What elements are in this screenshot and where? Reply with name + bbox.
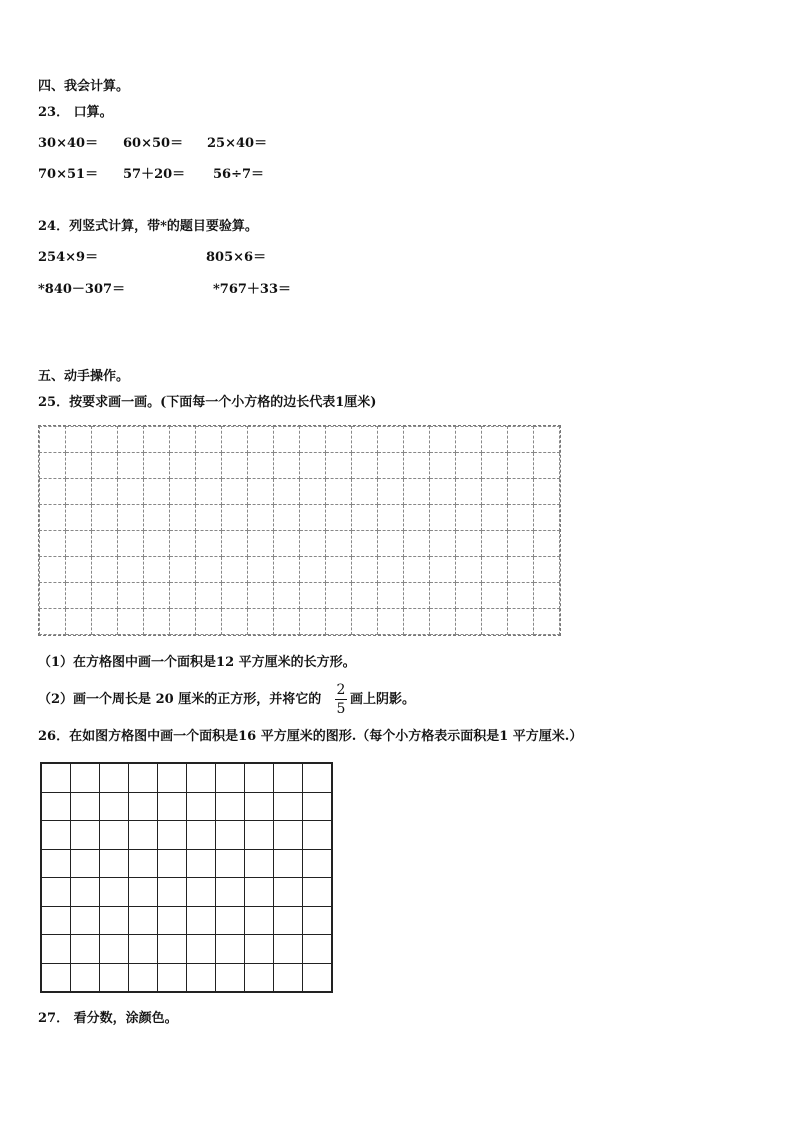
grid-cell[interactable] — [187, 792, 216, 821]
grid-cell[interactable] — [456, 531, 482, 557]
grid-cell[interactable] — [71, 849, 100, 878]
grid-cell[interactable] — [303, 821, 332, 850]
grid-cell[interactable] — [170, 479, 196, 505]
grid-cell[interactable] — [378, 583, 404, 609]
grid-cell[interactable] — [352, 453, 378, 479]
grid-cell[interactable] — [404, 531, 430, 557]
grid-cell[interactable] — [196, 427, 222, 453]
grid-cell[interactable] — [274, 935, 303, 964]
grid-cell[interactable] — [196, 453, 222, 479]
grid-cell[interactable] — [300, 427, 326, 453]
grid-cell[interactable] — [66, 609, 92, 635]
grid-cell[interactable] — [42, 878, 71, 907]
grid-cell[interactable] — [92, 557, 118, 583]
grid-cell[interactable] — [118, 583, 144, 609]
grid-cell[interactable] — [248, 583, 274, 609]
grid-cell[interactable] — [326, 427, 352, 453]
q25-sub2-after: 画上阴影。 — [350, 692, 416, 707]
grid-cell[interactable] — [300, 557, 326, 583]
grid-cell[interactable] — [534, 531, 560, 557]
grid-cell[interactable] — [404, 557, 430, 583]
grid-cell[interactable] — [158, 764, 187, 793]
grid-cell[interactable] — [300, 583, 326, 609]
grid-cell[interactable] — [326, 609, 352, 635]
grid-cell[interactable] — [216, 849, 245, 878]
grid-cell[interactable] — [303, 935, 332, 964]
grid-cell[interactable] — [404, 479, 430, 505]
grid-cell[interactable] — [303, 792, 332, 821]
grid-cell[interactable] — [482, 479, 508, 505]
grid-cell[interactable] — [216, 764, 245, 793]
grid-cell[interactable] — [92, 479, 118, 505]
grid-cell[interactable] — [248, 557, 274, 583]
grid-cell[interactable] — [222, 609, 248, 635]
grid-cell[interactable] — [430, 531, 456, 557]
grid-cell[interactable] — [303, 906, 332, 935]
grid-cell[interactable] — [170, 583, 196, 609]
grid-cell[interactable] — [534, 557, 560, 583]
grid-cell[interactable] — [430, 505, 456, 531]
grid-cell[interactable] — [196, 557, 222, 583]
grid-cell[interactable] — [158, 849, 187, 878]
grid-cell[interactable] — [534, 453, 560, 479]
grid-cell[interactable] — [274, 821, 303, 850]
grid-cell[interactable] — [187, 764, 216, 793]
q24-item: 805×6＝ — [206, 250, 267, 265]
grid-cell[interactable] — [66, 505, 92, 531]
grid-cell[interactable] — [326, 479, 352, 505]
grid-cell[interactable] — [129, 963, 158, 992]
grid-cell[interactable] — [274, 479, 300, 505]
grid-cell[interactable] — [430, 557, 456, 583]
grid-cell[interactable] — [66, 479, 92, 505]
grid-cell[interactable] — [456, 479, 482, 505]
grid-cell[interactable] — [40, 531, 66, 557]
grid-cell[interactable] — [508, 609, 534, 635]
grid-cell[interactable] — [303, 878, 332, 907]
grid-cell[interactable] — [508, 505, 534, 531]
grid-cell[interactable] — [508, 427, 534, 453]
grid-cell[interactable] — [326, 453, 352, 479]
grid-cell[interactable] — [170, 505, 196, 531]
grid-cell[interactable] — [245, 821, 274, 850]
grid-cell[interactable] — [248, 531, 274, 557]
grid-cell[interactable] — [404, 583, 430, 609]
grid-cell[interactable] — [196, 583, 222, 609]
grid-cell[interactable] — [245, 935, 274, 964]
grid-cell[interactable] — [430, 583, 456, 609]
grid-cell[interactable] — [92, 609, 118, 635]
grid-cell[interactable] — [378, 505, 404, 531]
grid-cell[interactable] — [129, 906, 158, 935]
grid-cell[interactable] — [216, 906, 245, 935]
fraction-bar — [335, 699, 347, 700]
grid-cell[interactable] — [187, 906, 216, 935]
grid-cell[interactable] — [508, 583, 534, 609]
grid-cell[interactable] — [245, 963, 274, 992]
grid-cell[interactable] — [216, 821, 245, 850]
grid-cell[interactable] — [40, 583, 66, 609]
grid-cell[interactable] — [170, 557, 196, 583]
grid-cell[interactable] — [456, 583, 482, 609]
fraction-denominator: 5 — [336, 701, 346, 717]
grid-cell[interactable] — [71, 935, 100, 964]
grid-cell[interactable] — [118, 453, 144, 479]
q25-dashed-grid[interactable] — [38, 425, 561, 636]
grid-cell[interactable] — [92, 427, 118, 453]
grid-cell[interactable] — [71, 792, 100, 821]
grid-cell[interactable] — [404, 609, 430, 635]
grid-cell[interactable] — [430, 427, 456, 453]
grid-cell[interactable] — [92, 583, 118, 609]
q27-label: 27． 看分数，涂颜色。 — [38, 1011, 178, 1026]
grid-cell[interactable] — [222, 453, 248, 479]
grid-cell[interactable] — [100, 906, 129, 935]
grid-cell[interactable] — [534, 479, 560, 505]
grid-cell[interactable] — [326, 505, 352, 531]
grid-cell[interactable] — [42, 764, 71, 793]
grid-cell[interactable] — [170, 609, 196, 635]
grid-cell[interactable] — [534, 427, 560, 453]
grid-cell[interactable] — [245, 906, 274, 935]
q26-grid[interactable] — [40, 762, 333, 993]
grid-cell[interactable] — [40, 505, 66, 531]
grid-cell[interactable] — [71, 963, 100, 992]
grid-cell[interactable] — [158, 821, 187, 850]
grid-cell[interactable] — [144, 557, 170, 583]
grid-cell[interactable] — [300, 505, 326, 531]
q23-item: 30×40＝ — [38, 136, 99, 151]
grid-cell[interactable] — [216, 878, 245, 907]
grid-cell[interactable] — [274, 963, 303, 992]
grid-cell[interactable] — [274, 505, 300, 531]
grid-cell[interactable] — [274, 427, 300, 453]
grid-cell[interactable] — [40, 557, 66, 583]
grid-cell[interactable] — [118, 609, 144, 635]
grid-cell[interactable] — [92, 505, 118, 531]
grid-cell[interactable] — [100, 963, 129, 992]
grid-cell[interactable] — [274, 792, 303, 821]
grid-cell[interactable] — [144, 531, 170, 557]
grid-cell[interactable] — [71, 764, 100, 793]
grid-cell[interactable] — [430, 453, 456, 479]
grid-cell[interactable] — [144, 609, 170, 635]
section5-title: 五、动手操作。 — [38, 369, 130, 384]
grid-cell[interactable] — [187, 963, 216, 992]
grid-cell[interactable] — [274, 906, 303, 935]
q23-item: 60×50＝ — [123, 136, 184, 151]
grid-cell[interactable] — [534, 583, 560, 609]
grid-cell[interactable] — [326, 583, 352, 609]
grid-cell[interactable] — [482, 453, 508, 479]
grid-cell[interactable] — [300, 531, 326, 557]
grid-cell[interactable] — [508, 453, 534, 479]
grid-cell[interactable] — [274, 583, 300, 609]
grid-cell[interactable] — [248, 505, 274, 531]
grid-cell[interactable] — [482, 609, 508, 635]
grid-cell[interactable] — [352, 557, 378, 583]
grid-cell[interactable] — [482, 557, 508, 583]
grid-cell[interactable] — [352, 427, 378, 453]
grid-cell[interactable] — [303, 764, 332, 793]
grid-cell[interactable] — [118, 505, 144, 531]
grid-cell[interactable] — [326, 557, 352, 583]
grid-cell[interactable] — [187, 878, 216, 907]
grid-cell[interactable] — [300, 453, 326, 479]
grid-cell[interactable] — [100, 878, 129, 907]
grid-cell[interactable] — [274, 609, 300, 635]
grid-cell[interactable] — [274, 849, 303, 878]
grid-cell[interactable] — [248, 427, 274, 453]
grid-cell[interactable] — [482, 531, 508, 557]
grid-cell[interactable] — [158, 935, 187, 964]
grid-cell[interactable] — [378, 531, 404, 557]
q24-item: *767＋33＝ — [213, 282, 292, 297]
grid-cell[interactable] — [158, 906, 187, 935]
q23-label: 23． 口算。 — [38, 105, 113, 120]
grid-cell[interactable] — [245, 764, 274, 793]
grid-cell[interactable] — [326, 531, 352, 557]
q25-label: 25．按要求画一画。(下面每一个小方格的边长代表1厘米) — [38, 395, 377, 410]
grid-cell[interactable] — [216, 935, 245, 964]
grid-cell[interactable] — [170, 531, 196, 557]
grid-cell[interactable] — [508, 557, 534, 583]
grid-cell[interactable] — [92, 531, 118, 557]
grid-cell[interactable] — [456, 557, 482, 583]
grid-cell[interactable] — [274, 453, 300, 479]
grid-cell[interactable] — [129, 878, 158, 907]
grid-cell[interactable] — [129, 849, 158, 878]
grid-cell[interactable] — [187, 821, 216, 850]
grid-cell[interactable] — [222, 557, 248, 583]
grid-cell[interactable] — [404, 453, 430, 479]
grid-cell[interactable] — [40, 427, 66, 453]
grid-cell[interactable] — [378, 427, 404, 453]
grid-cell[interactable] — [248, 453, 274, 479]
grid-cell[interactable] — [42, 906, 71, 935]
grid-cell[interactable] — [100, 764, 129, 793]
q24-item: *840－307＝ — [38, 282, 126, 297]
grid-cell[interactable] — [274, 557, 300, 583]
grid-cell[interactable] — [196, 531, 222, 557]
grid-cell[interactable] — [274, 764, 303, 793]
q24-label: 24．列竖式计算，带*的题目要验算。 — [38, 219, 258, 234]
grid-cell[interactable] — [456, 427, 482, 453]
grid-cell[interactable] — [352, 479, 378, 505]
grid-cell[interactable] — [378, 453, 404, 479]
q23-item: 25×40＝ — [207, 136, 268, 151]
q25-sub1: （1）在方格图中画一个面积是12 平方厘米的长方形。 — [38, 655, 356, 670]
grid-cell[interactable] — [430, 479, 456, 505]
grid-cell[interactable] — [534, 609, 560, 635]
grid-cell[interactable] — [158, 963, 187, 992]
grid-cell[interactable] — [118, 427, 144, 453]
grid-cell[interactable] — [456, 609, 482, 635]
fraction-two-fifths — [335, 682, 347, 717]
grid-cell[interactable] — [144, 479, 170, 505]
grid-cell[interactable] — [66, 557, 92, 583]
grid-cell[interactable] — [216, 963, 245, 992]
grid-cell[interactable] — [118, 531, 144, 557]
grid-cell[interactable] — [170, 453, 196, 479]
grid-cell[interactable] — [274, 531, 300, 557]
grid-cell[interactable] — [222, 583, 248, 609]
grid-cell[interactable] — [129, 821, 158, 850]
q23-item: 56÷7＝ — [213, 167, 265, 182]
q26-label: 26．在如图方格图中画一个面积是16 平方厘米的图形.（每个小方格表示面积是1 平方厘米.） — [38, 729, 583, 744]
grid-cell[interactable] — [378, 609, 404, 635]
grid-cell[interactable] — [300, 609, 326, 635]
q23-item: 70×51＝ — [38, 167, 99, 182]
grid-cell[interactable] — [248, 609, 274, 635]
grid-cell[interactable] — [42, 849, 71, 878]
grid-cell[interactable] — [42, 792, 71, 821]
grid-cell[interactable] — [303, 849, 332, 878]
grid-cell[interactable] — [222, 479, 248, 505]
grid-cell[interactable] — [456, 453, 482, 479]
grid-cell[interactable] — [222, 505, 248, 531]
grid-cell[interactable] — [144, 505, 170, 531]
grid-cell[interactable] — [129, 764, 158, 793]
grid-cell[interactable] — [42, 935, 71, 964]
grid-cell[interactable] — [222, 531, 248, 557]
grid-cell[interactable] — [404, 505, 430, 531]
grid-cell[interactable] — [144, 583, 170, 609]
section4-title: 四、我会计算。 — [38, 79, 130, 94]
grid-cell[interactable] — [144, 427, 170, 453]
grid-cell[interactable] — [430, 609, 456, 635]
grid-cell[interactable] — [71, 878, 100, 907]
grid-cell[interactable] — [100, 792, 129, 821]
grid-cell[interactable] — [40, 609, 66, 635]
grid-cell[interactable] — [170, 427, 196, 453]
grid-cell[interactable] — [66, 531, 92, 557]
q24-item: 254×9＝ — [38, 250, 99, 265]
grid-cell[interactable] — [144, 453, 170, 479]
grid-cell[interactable] — [482, 505, 508, 531]
grid-cell[interactable] — [300, 479, 326, 505]
grid-cell[interactable] — [216, 792, 245, 821]
q23-item: 57＋20＝ — [123, 167, 186, 182]
grid-cell[interactable] — [245, 849, 274, 878]
grid-cell[interactable] — [40, 479, 66, 505]
grid-cell[interactable] — [352, 583, 378, 609]
grid-cell[interactable] — [71, 906, 100, 935]
grid-cell[interactable] — [100, 935, 129, 964]
grid-cell[interactable] — [66, 427, 92, 453]
grid-cell[interactable] — [158, 878, 187, 907]
grid-cell[interactable] — [66, 453, 92, 479]
grid-cell[interactable] — [196, 505, 222, 531]
grid-cell[interactable] — [534, 505, 560, 531]
grid-cell[interactable] — [508, 531, 534, 557]
fraction-numerator: 2 — [336, 682, 346, 698]
grid-cell[interactable] — [71, 821, 100, 850]
grid-cell[interactable] — [129, 792, 158, 821]
grid-cell[interactable] — [404, 427, 430, 453]
grid-cell[interactable] — [508, 479, 534, 505]
grid-cell[interactable] — [42, 963, 71, 992]
grid-cell[interactable] — [118, 557, 144, 583]
grid-cell[interactable] — [118, 479, 144, 505]
grid-cell[interactable] — [245, 878, 274, 907]
grid-cell[interactable] — [100, 849, 129, 878]
grid-cell[interactable] — [92, 453, 118, 479]
grid-cell[interactable] — [40, 453, 66, 479]
grid-cell[interactable] — [378, 557, 404, 583]
grid-cell[interactable] — [456, 505, 482, 531]
grid-cell[interactable] — [129, 935, 158, 964]
grid-cell[interactable] — [482, 427, 508, 453]
grid-cell[interactable] — [378, 479, 404, 505]
grid-cell[interactable] — [248, 479, 274, 505]
grid-cell[interactable] — [196, 609, 222, 635]
grid-cell[interactable] — [158, 792, 187, 821]
grid-cell[interactable] — [187, 849, 216, 878]
grid-cell[interactable] — [100, 821, 129, 850]
grid-cell[interactable] — [274, 878, 303, 907]
grid-cell[interactable] — [482, 583, 508, 609]
grid-cell[interactable] — [352, 609, 378, 635]
grid-cell[interactable] — [42, 821, 71, 850]
grid-cell[interactable] — [303, 963, 332, 992]
grid-cell[interactable] — [352, 531, 378, 557]
grid-cell[interactable] — [66, 583, 92, 609]
grid-cell[interactable] — [196, 479, 222, 505]
grid-cell[interactable] — [245, 792, 274, 821]
q25-sub2-text: （2）画一个周长是 20 厘米的正方形，并将它的 — [38, 692, 322, 707]
grid-cell[interactable] — [352, 505, 378, 531]
grid-cell[interactable] — [222, 427, 248, 453]
grid-cell[interactable] — [187, 935, 216, 964]
